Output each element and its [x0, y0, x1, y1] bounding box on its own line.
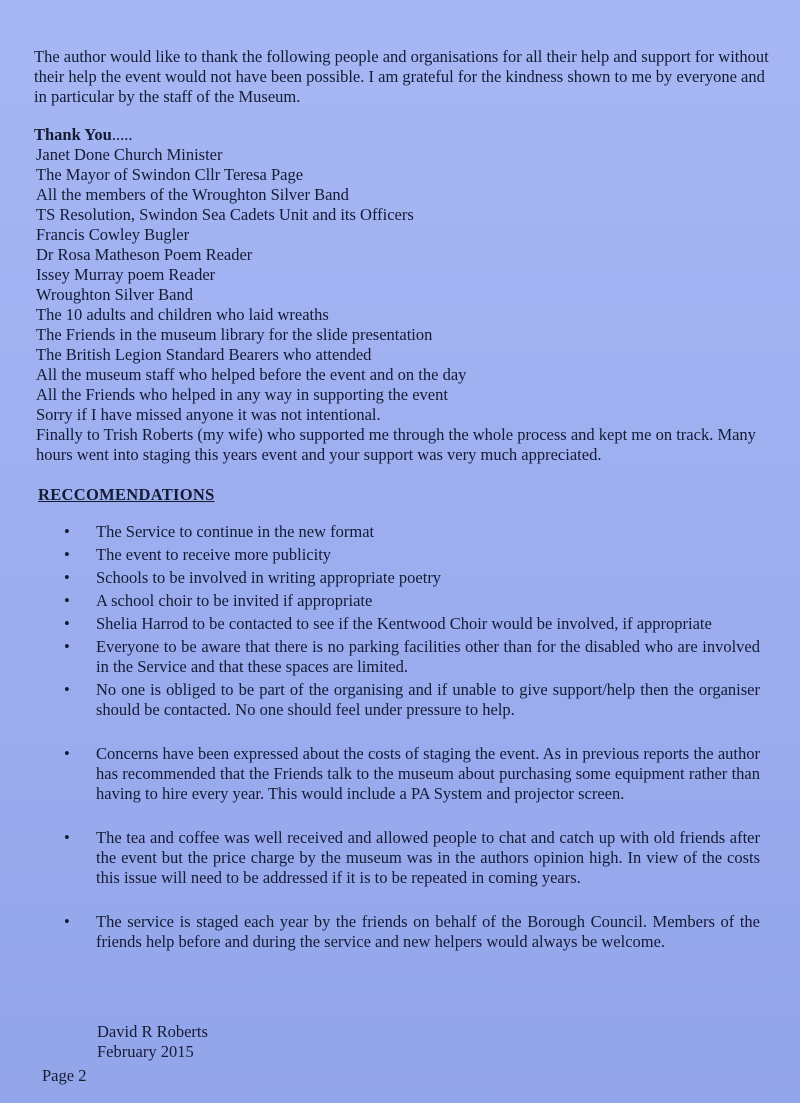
bullet-icon: • — [64, 744, 70, 763]
bullet-icon: • — [64, 591, 70, 610]
thanks-item: The 10 adults and children who laid wreaths — [36, 305, 329, 324]
recommendation-item — [60, 545, 760, 565]
signoff — [97, 1022, 208, 1062]
bullet-icon: • — [64, 828, 70, 847]
thanks-item: All the Friends who helped in any way in supporting the event — [36, 385, 448, 404]
recommendation-text: Shelia Harrod to be contacted to see if the Kentwood Choir would be involved, if appropriate — [96, 614, 712, 633]
page-number: Page 2 — [42, 1066, 87, 1085]
bullet-icon: • — [64, 545, 70, 564]
intro-paragraph: The author would like to thank the following people and organisations for all their help and support for without their help the event would not have been possible. I am grateful for the kindness shown to me by everyone and in particular by the staff of the Museum. — [34, 47, 769, 106]
recommendation-text: No one is obliged to be part of the organising and if unable to give support/help then the organiser should be contacted. No one should feel under pressure to help. — [96, 680, 760, 719]
recommendation-item — [60, 744, 760, 804]
thanks-item: Finally to Trish Roberts (my wife) who supported me through the whole process and kept me on track. Many hours went into staging this years event and your support was very much appreciated. — [36, 425, 756, 464]
thank-you-heading-text: Thank You — [34, 125, 112, 144]
bullet-icon: • — [64, 680, 70, 699]
thanks-item: Francis Cowley Bugler — [36, 225, 190, 244]
thanks-item: Issey Murray poem Reader — [36, 265, 216, 284]
thanks-item: The British Legion Standard Bearers who attended — [36, 345, 372, 364]
bullet-icon: • — [64, 614, 70, 633]
bullet-icon: • — [64, 522, 70, 541]
thank-you-heading — [34, 125, 132, 145]
recommendations-heading: RECCOMENDATIONS — [38, 485, 215, 504]
recommendation-text: The service is staged each year by the friends on behalf of the Borough Council. Members of the friends help before and during the service and new helpers would always be welcome. — [96, 912, 760, 951]
recommendation-item — [60, 828, 760, 888]
thanks-item: The Friends in the museum library for the slide presentation — [36, 325, 433, 344]
recommendation-item — [60, 614, 760, 634]
recommendation-text: Concerns have been expressed about the costs of staging the event. As in previous reports the author has recommended that the Friends talk to the museum about purchasing some equipment rather than having to hire every year. This would include a PA System and projector screen. — [96, 744, 760, 803]
recommendation-text: A school choir to be invited if appropriate — [96, 591, 373, 610]
thanks-list — [36, 145, 768, 465]
recommendation-text: The event to receive more publicity — [96, 545, 332, 564]
recommendation-item — [60, 522, 760, 542]
recommendation-item — [60, 637, 760, 677]
thanks-item: Wroughton Silver Band — [36, 285, 193, 304]
thanks-item: All the museum staff who helped before the event and on the day — [36, 365, 467, 384]
thank-you-heading-dots: ..... — [111, 125, 133, 144]
bullet-icon: • — [64, 912, 70, 931]
signoff-date: February 2015 — [97, 1042, 194, 1061]
recommendation-item — [60, 912, 760, 952]
recommendation-item — [60, 680, 760, 720]
recommendation-text: The Service to continue in the new format — [96, 522, 375, 541]
author-name: David R Roberts — [97, 1022, 208, 1041]
thanks-item: The Mayor of Swindon Cllr Teresa Page — [36, 165, 304, 184]
recommendation-item — [60, 568, 760, 588]
recommendations-list — [60, 522, 760, 955]
thanks-item: Janet Done Church Minister — [36, 145, 223, 164]
thanks-item: Sorry if I have missed anyone it was not intentional. — [36, 405, 381, 424]
recommendation-text: The tea and coffee was well received and allowed people to chat and catch up with old friends after the event but the price charge by the museum was in the authors opinion high. In view of the costs this issue will need to be addressed if it is to be repeated in coming years. — [96, 828, 760, 887]
recommendation-text: Everyone to be aware that there is no parking facilities other than for the disabled who are involved in the Service and that these spaces are limited. — [96, 637, 760, 676]
bullet-icon: • — [64, 637, 70, 656]
thanks-item: Dr Rosa Matheson Poem Reader — [36, 245, 253, 264]
recommendation-text: Schools to be involved in writing appropriate poetry — [96, 568, 442, 587]
bullet-icon: • — [64, 568, 70, 587]
recommendation-item — [60, 591, 760, 611]
thanks-item: All the members of the Wroughton Silver Band — [36, 185, 349, 204]
thanks-item: TS Resolution, Swindon Sea Cadets Unit and its Officers — [36, 205, 414, 224]
